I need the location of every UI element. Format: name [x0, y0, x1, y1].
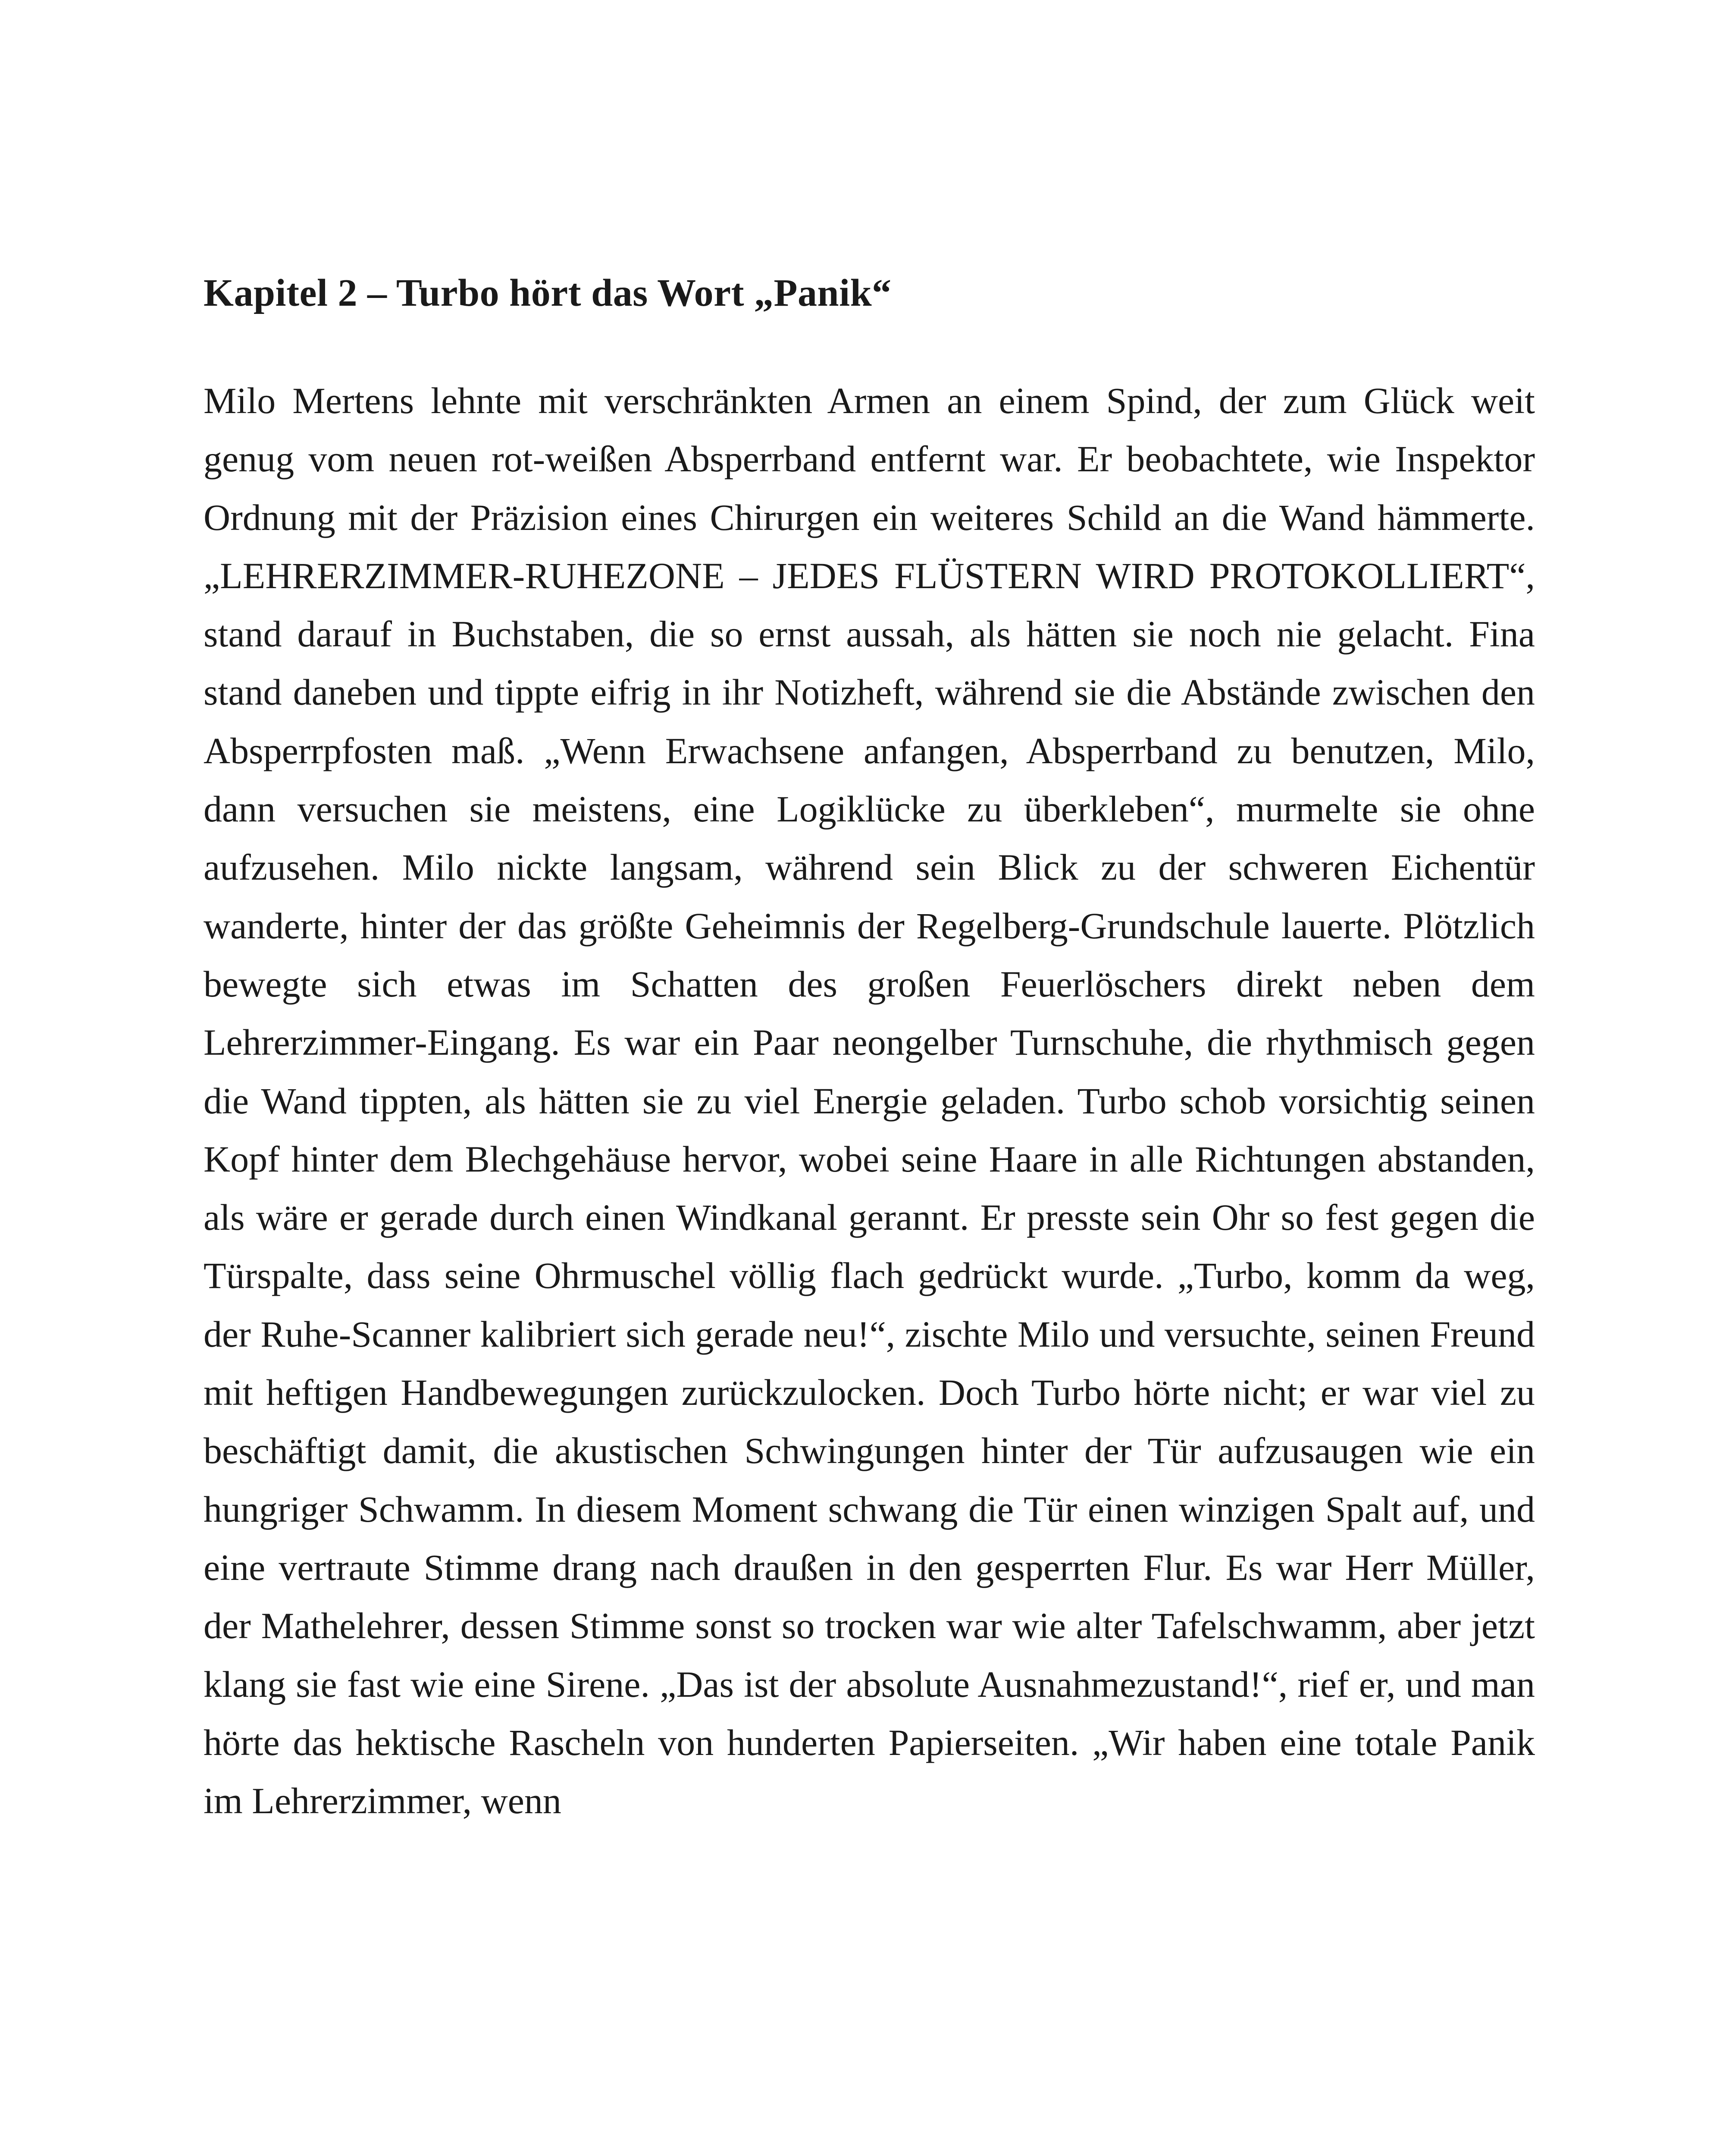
page-content [204, 267, 1535, 1830]
body-paragraph: Milo Mertens lehnte mit verschränkten Armen an einem Spind, der zum Glück weit genug vom neuen rot-weißen Absperrband entfernt war. Er beobachtete, wie Inspektor Ordnung mit der Präzision eines Chirurgen ein weiteres Schild an die Wand hämmerte. „LEHRERZIMMER-RUHEZONE – JEDES FLÜSTERN WIRD PROTOKOLLIERT“, stand darauf in Buchstaben, die so ernst aussah, als hätten sie noch nie gelacht. Fina stand daneben und tippte eifrig in ihr Notizheft, während sie die Abstände zwischen den Absperrpfosten maß. „Wenn Erwachsene anfangen, Absperrband zu benutzen, Milo, dann versuchen sie meistens, eine Logiklücke zu überkleben“, murmelte sie ohne aufzusehen. Milo nickte langsam, während sein Blick zu der schweren Eichentür wanderte, hinter der das größte Geheimnis der Regelberg-Grundschule lauerte. Plötzlich bewegte sich etwas im Schatten des großen Feuerlöschers direkt neben dem Lehrerzimmer-Eingang. Es war ein Paar neongelber Turnschuhe, die rhythmisch gegen die Wand tippten, als hätten sie zu viel Energie geladen. Turbo schob vorsichtig seinen Kopf hinter dem Blechgehäuse hervor, wobei seine Haare in alle Richtungen abstanden, als wäre er gerade durch einen Windkanal gerannt. Er presste sein Ohr so fest gegen die Türspalte, dass seine Ohrmuschel völlig flach gedrückt wurde. „Turbo, komm da weg, der Ruhe-Scanner kalibriert sich gerade neu!“, zischte Milo und versuchte, seinen Freund mit heftigen Handbewegungen zurückzulocken. Doch Turbo hörte nicht; er war viel zu beschäftigt damit, die akustischen Schwingungen hinter der Tür aufzusaugen wie ein hungriger Schwamm. In diesem Moment schwang die Tür einen winzigen Spalt auf, und eine vertraute Stimme drang nach draußen in den gesperrten Flur. Es war Herr Müller, der Mathelehrer, dessen Stimme sonst so trocken war wie alter Tafelschwamm, aber jetzt klang sie fast wie eine Sirene. „Das ist der absolute Ausnahmezustand!“, rief er, und man hörte das hektische Rascheln von hunderten Papierseiten. „Wir haben eine totale Panik im Lehrerzimmer, wenn [204, 380, 1535, 1822]
chapter-title: Kapitel 2 – Turbo hört das Wort „Panik“ [204, 272, 892, 314]
